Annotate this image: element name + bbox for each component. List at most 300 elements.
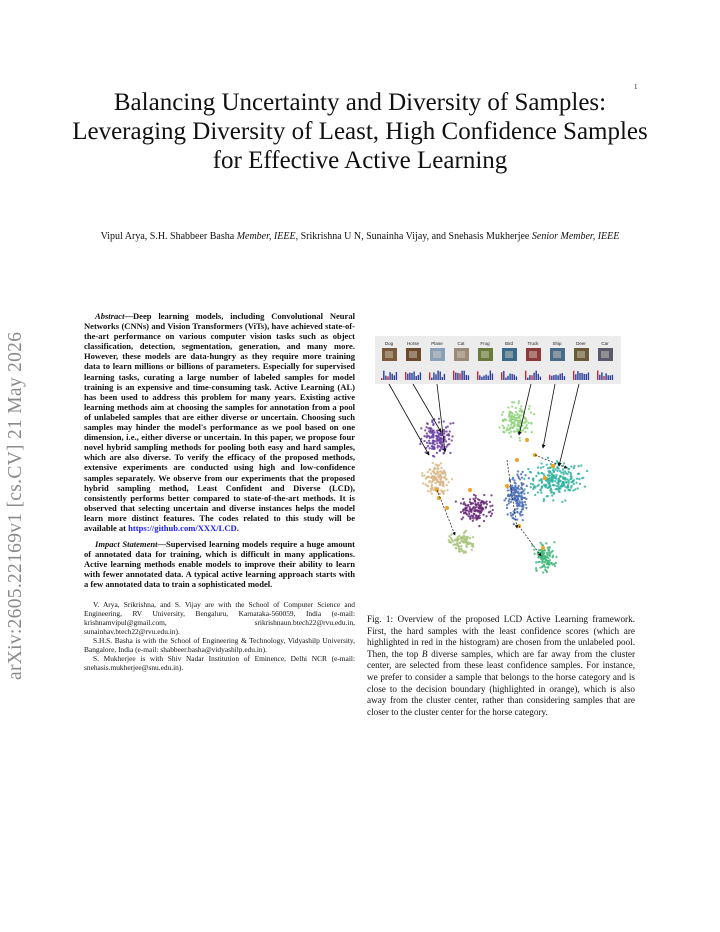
histogram-bar — [588, 372, 589, 380]
embedding-point — [554, 477, 556, 479]
embedding-point — [450, 538, 452, 540]
embedding-point — [540, 472, 542, 474]
embedding-point — [524, 422, 526, 424]
embedding-point — [505, 497, 507, 499]
embedding-point — [520, 511, 522, 513]
figure-caption — [367, 614, 635, 718]
embedding-point — [428, 469, 430, 471]
embedding-point — [542, 466, 544, 468]
embedding-point — [546, 464, 548, 466]
embedding-point — [502, 431, 504, 433]
histogram-bar — [529, 375, 530, 380]
histogram-bar — [381, 378, 382, 380]
embedding-point — [443, 477, 445, 479]
histogram-bar — [533, 373, 534, 380]
embedding-point — [425, 426, 427, 428]
embedding-point — [467, 543, 469, 545]
embedding-point — [527, 492, 529, 494]
class-pointer-arrow — [543, 384, 555, 448]
embedding-point — [509, 428, 511, 430]
embedding-point — [475, 497, 477, 499]
embedding-point — [443, 436, 445, 438]
embedding-point — [534, 486, 536, 488]
embedding-point — [469, 517, 471, 519]
embedding-point — [433, 475, 435, 477]
embedding-point — [548, 486, 550, 488]
embedding-point — [517, 470, 519, 472]
embedding-point — [524, 497, 526, 499]
embedding-point — [546, 571, 548, 573]
embedding-point — [440, 467, 442, 469]
embedding-point — [426, 442, 428, 444]
embedding-point — [443, 490, 445, 492]
embedding-point — [452, 540, 454, 542]
embedding-point — [578, 478, 580, 480]
embedding-point — [506, 513, 508, 515]
embedding-point — [521, 488, 523, 490]
embedding-point — [439, 450, 441, 452]
embedding-point — [432, 441, 434, 443]
histogram-bar — [468, 375, 469, 380]
embedding-point — [526, 427, 528, 429]
embedding-point — [459, 542, 461, 544]
embedding-point — [503, 427, 505, 429]
histogram-bar — [461, 371, 462, 380]
embedding-point — [513, 425, 515, 427]
embedding-point — [435, 472, 437, 474]
embedding-point — [430, 477, 432, 479]
embedding-point — [528, 405, 530, 407]
histogram-bar — [507, 376, 508, 380]
embedding-point — [433, 447, 435, 449]
embedding-point — [530, 486, 532, 488]
embedding-point — [447, 426, 449, 428]
embedding-point — [420, 427, 422, 429]
embedding-point — [438, 476, 440, 478]
histogram-bar — [610, 375, 611, 380]
embedding-point — [547, 549, 549, 551]
histogram-bar — [490, 371, 491, 380]
embedding-point — [432, 424, 434, 426]
embedding-point — [570, 485, 572, 487]
embedding-point — [498, 426, 500, 428]
embedding-point — [537, 472, 539, 474]
histogram-bar — [455, 372, 456, 380]
embedding-point — [551, 479, 553, 481]
embedding-point — [510, 501, 512, 503]
embedding-point — [534, 494, 536, 496]
embedding-point — [573, 465, 575, 467]
caption-part-1: Fig. 1: Overview of the proposed LCD Active Learning framework. First, the hard samples with the least confidence scores (which are highlighted in red in the histogram) are chosen from the unlabeled pool. Then, the top — [367, 614, 635, 659]
histogram-bar — [387, 376, 388, 380]
histogram-bar — [444, 374, 445, 380]
class-label-truck: Truck — [527, 341, 539, 346]
embedding-point — [523, 492, 525, 494]
histogram-bar — [538, 374, 539, 380]
embedding-point — [524, 501, 526, 503]
embedding-point — [547, 457, 549, 459]
diversity-arrow — [535, 455, 567, 468]
embedding-point — [427, 485, 429, 487]
embedding-point — [473, 506, 475, 508]
embedding-point — [564, 490, 566, 492]
embedding-point — [476, 509, 478, 511]
embedding-point — [429, 427, 431, 429]
embedding-point — [475, 518, 477, 520]
embedding-point — [433, 455, 435, 457]
embedding-point — [545, 495, 547, 497]
embedding-point — [443, 429, 445, 431]
embedding-point — [543, 552, 545, 554]
embedding-point — [460, 511, 462, 513]
thumbnail-highlight — [529, 351, 537, 358]
embedding-point — [424, 451, 426, 453]
embedding-point — [522, 429, 524, 431]
thumbnail-highlight — [481, 351, 489, 358]
embedding-point — [430, 430, 432, 432]
histogram-bar — [394, 375, 395, 380]
histogram-bar — [485, 375, 486, 380]
embedding-point — [438, 464, 440, 466]
embedding-point — [555, 556, 557, 558]
embedding-point — [516, 518, 518, 520]
embedding-point — [570, 475, 572, 477]
embedding-point — [556, 485, 558, 487]
embedding-point — [579, 483, 581, 485]
embedding-point — [551, 494, 553, 496]
embedding-point — [428, 481, 430, 483]
embedding-point — [460, 545, 462, 547]
embedding-point — [427, 435, 429, 437]
embedding-point — [445, 430, 447, 432]
embedding-point — [526, 424, 528, 426]
histogram-bar — [483, 376, 484, 380]
histogram-bar — [466, 375, 467, 380]
embedding-point — [533, 548, 535, 550]
embedding-point — [543, 556, 545, 558]
embedding-point — [586, 470, 588, 472]
embedding-point — [491, 513, 493, 515]
embedding-point — [460, 502, 462, 504]
embedding-point — [527, 468, 529, 470]
embedding-point — [507, 406, 509, 408]
embedding-point — [501, 414, 503, 416]
class-label-deer: Deer — [576, 341, 586, 346]
embedding-point — [551, 491, 553, 493]
footnote-3: S. Mukherjee is with Shiv Nadar Institution of Eminence, Delhi NCR (e-mail: snehasis.mukherjee@snu.edu.in). — [84, 653, 355, 672]
left-column — [84, 311, 355, 672]
embedding-point — [566, 486, 568, 488]
histogram-bar — [549, 375, 550, 380]
embedding-point — [573, 483, 575, 485]
embedding-point — [443, 493, 445, 495]
histogram-bar — [437, 371, 438, 380]
embedding-point — [518, 402, 520, 404]
histogram-bar — [481, 377, 482, 380]
embedding-point — [547, 547, 549, 549]
embedding-point — [469, 501, 471, 503]
embedding-point — [427, 475, 429, 477]
embedding-point — [520, 495, 522, 497]
author-role-senior: Senior Member, IEEE — [531, 231, 620, 242]
embedding-point — [480, 502, 482, 504]
embedding-point — [522, 519, 524, 521]
embedding-point — [439, 438, 441, 440]
embedding-point — [441, 472, 443, 474]
embedding-point — [432, 462, 434, 464]
embedding-point — [478, 525, 480, 527]
abstract — [84, 311, 355, 533]
embedding-point — [537, 491, 539, 493]
embedding-point — [564, 499, 566, 501]
embedding-point — [518, 437, 520, 439]
embedding-point — [557, 462, 559, 464]
thumbnail-highlight — [433, 351, 441, 358]
embedding-point — [523, 427, 525, 429]
histogram-bar — [457, 373, 458, 380]
embedding-point — [436, 480, 438, 482]
embedding-point — [446, 489, 448, 491]
embedding-point — [522, 506, 524, 508]
embedding-point — [556, 466, 558, 468]
embedding-point — [551, 472, 553, 474]
embedding-point — [466, 538, 468, 540]
embedding-point — [508, 415, 510, 417]
embedding-point — [503, 499, 505, 501]
embedding-point — [519, 505, 521, 507]
histogram-bar — [584, 374, 585, 380]
embedding-point — [486, 503, 488, 505]
embedding-point — [437, 467, 439, 469]
embedding-point — [438, 421, 440, 423]
selected-boundary-sample — [541, 546, 545, 550]
embedding-point — [555, 488, 557, 490]
embedding-point — [451, 435, 453, 437]
embedding-point — [522, 483, 524, 485]
embedding-point — [527, 422, 529, 424]
embedding-point — [425, 476, 427, 478]
histogram-bar — [396, 372, 397, 380]
footnote-2: S.H.S. Basha is with the School of Engineering & Technology, Vidyashilp University, Bangalore, India (e-mail: shabbeer.basha@vidyashilp.edu.in). — [84, 635, 355, 654]
histogram-bar — [557, 375, 558, 380]
embedding-point — [437, 475, 439, 477]
embedding-point — [511, 514, 513, 516]
embedding-point — [563, 462, 565, 464]
embedding-point — [531, 431, 533, 433]
embedding-point — [545, 542, 547, 544]
embedding-point — [560, 475, 562, 477]
embedding-point — [450, 533, 452, 535]
embedding-point — [458, 550, 460, 552]
embedding-point — [540, 551, 542, 553]
embedding-point — [551, 476, 553, 478]
embedding-point — [421, 475, 423, 477]
embedding-point — [456, 540, 458, 542]
class-pointer-arrow — [559, 384, 579, 466]
histogram-bar — [577, 371, 578, 380]
embedding-point — [569, 478, 571, 480]
embedding-point — [535, 569, 537, 571]
embedding-point — [465, 509, 467, 511]
embedding-point — [540, 462, 542, 464]
embedding-point — [441, 442, 443, 444]
embedding-point — [511, 412, 513, 414]
embedding-point — [506, 507, 508, 509]
embedding-point — [440, 462, 442, 464]
embedding-point — [515, 417, 517, 419]
embedding-point — [446, 484, 448, 486]
histogram-bar — [477, 371, 478, 380]
embedding-point — [508, 502, 510, 504]
embedding-point — [433, 468, 435, 470]
embedding-point — [468, 511, 470, 513]
arxiv-stamp[interactable]: arXiv:2605.22169v1 [cs.CV] 21 May 2026 — [5, 331, 26, 680]
embedding-point — [552, 563, 554, 565]
embedding-point — [523, 417, 525, 419]
histogram-bar — [433, 373, 434, 380]
selected-boundary-sample — [543, 476, 547, 480]
selected-boundary-sample — [505, 484, 509, 488]
embedding-point — [554, 480, 556, 482]
embedding-point — [508, 494, 510, 496]
embedding-point — [539, 561, 541, 563]
embedding-point — [514, 485, 516, 487]
embedding-point — [547, 566, 549, 568]
embedding-point — [506, 427, 508, 429]
embedding-point — [427, 423, 429, 425]
embedding-point — [565, 481, 567, 483]
embedding-point — [548, 483, 550, 485]
author-list — [70, 230, 650, 243]
embedding-point — [477, 502, 479, 504]
embedding-point — [460, 537, 462, 539]
embedding-point — [423, 435, 425, 437]
embedding-point — [573, 479, 575, 481]
embedding-point — [514, 494, 516, 496]
embedding-point — [525, 507, 527, 509]
embedding-point — [427, 445, 429, 447]
embedding-point — [510, 512, 512, 514]
embedding-point — [518, 502, 520, 504]
class-label-bird: Bird — [504, 341, 514, 346]
embedding-point — [449, 422, 451, 424]
embedding-point — [568, 482, 570, 484]
embedding-point — [514, 420, 516, 422]
embedding-point — [541, 486, 543, 488]
embedding-point — [502, 420, 504, 422]
embedding-point — [455, 500, 457, 502]
embedding-point — [482, 507, 484, 509]
paper-title: Balancing Uncertainty and Diversity of Samples: Leveraging Diversity of Least, High Confidence Samples for Effective Active Learning — [72, 89, 648, 174]
selected-boundary-sample — [468, 488, 472, 492]
histogram-bar — [512, 374, 513, 380]
thumbnail-highlight — [553, 351, 561, 358]
embedding-point — [576, 478, 578, 480]
diversity-arrow — [437, 490, 455, 535]
embedding-point — [561, 501, 563, 503]
histogram-bar — [553, 375, 554, 380]
embedding-point — [562, 485, 564, 487]
caption-variable: B — [421, 648, 428, 659]
embedding-point — [582, 477, 584, 479]
embedding-point — [562, 483, 564, 485]
histogram-bar — [420, 372, 421, 380]
embedding-point — [489, 501, 491, 503]
embedding-point — [471, 549, 473, 551]
histogram-bar — [531, 375, 532, 380]
embedding-point — [438, 445, 440, 447]
embedding-point — [537, 466, 539, 468]
histogram-bar — [416, 376, 417, 380]
histogram-bar — [385, 376, 386, 380]
embedding-point — [515, 407, 517, 409]
histogram-bar — [575, 374, 576, 380]
embedding-point — [448, 539, 450, 541]
code-link[interactable]: https://github.com/XXX/LCD — [128, 522, 237, 533]
embedding-point — [442, 452, 444, 454]
histogram-bar — [579, 373, 580, 380]
page-number: 1 — [634, 83, 638, 91]
embedding-point — [524, 474, 526, 476]
embedding-point — [490, 515, 492, 517]
authors-part-1: Vipul Arya, S.H. Shabbeer Basha — [100, 231, 237, 242]
embedding-point — [439, 478, 441, 480]
embedding-point — [523, 478, 525, 480]
embedding-point — [517, 491, 519, 493]
embedding-point — [485, 500, 487, 502]
embedding-point — [520, 473, 522, 475]
embedding-point — [526, 485, 528, 487]
embedding-point — [545, 560, 547, 562]
embedding-point — [462, 508, 464, 510]
embedding-point — [468, 513, 470, 515]
embedding-point — [542, 571, 544, 573]
embedding-point — [562, 476, 564, 478]
embedding-point — [530, 471, 532, 473]
embedding-point — [445, 478, 447, 480]
embedding-point — [521, 498, 523, 500]
embedding-point — [478, 506, 480, 508]
embedding-point — [555, 562, 557, 564]
histogram-bar — [612, 375, 613, 380]
embedding-point — [492, 509, 494, 511]
embedding-point — [419, 443, 421, 445]
embedding-point — [553, 541, 555, 543]
histogram-bar — [603, 376, 604, 380]
histogram-bar — [540, 377, 541, 380]
embedding-point — [521, 476, 523, 478]
embedding-point — [445, 440, 447, 442]
embedding-point — [438, 418, 440, 420]
thumbnail-highlight — [505, 351, 513, 358]
embedding-point — [546, 552, 548, 554]
footnote-1: V. Arya, Srikrishna, and S. Vijay are with the School of Computer Science and Engineering, RV University, Bengaluru, Karnataka-560059, India (e-mail: krishnamvipul@gmail.com, srikrishnaun.btech22@rvu.edu.in, sunainhav.btech22@rvu.edu.in). — [84, 599, 355, 636]
embedding-point — [475, 504, 477, 506]
thumbnail-highlight — [409, 351, 417, 358]
embedding-point — [513, 430, 515, 432]
histogram-bar — [516, 376, 517, 380]
embedding-point — [512, 421, 514, 423]
embedding-point — [584, 485, 586, 487]
histogram-bar — [514, 375, 515, 380]
embedding-point — [502, 424, 504, 426]
embedding-point — [489, 505, 491, 507]
embedding-point — [518, 410, 520, 412]
embedding-point — [538, 556, 540, 558]
authors-part-2: , Srikrishna U N, Sunainha Vijay, and Snehasis Mukherjee — [295, 231, 532, 242]
embedding-point — [570, 466, 572, 468]
embedding-point — [433, 489, 435, 491]
